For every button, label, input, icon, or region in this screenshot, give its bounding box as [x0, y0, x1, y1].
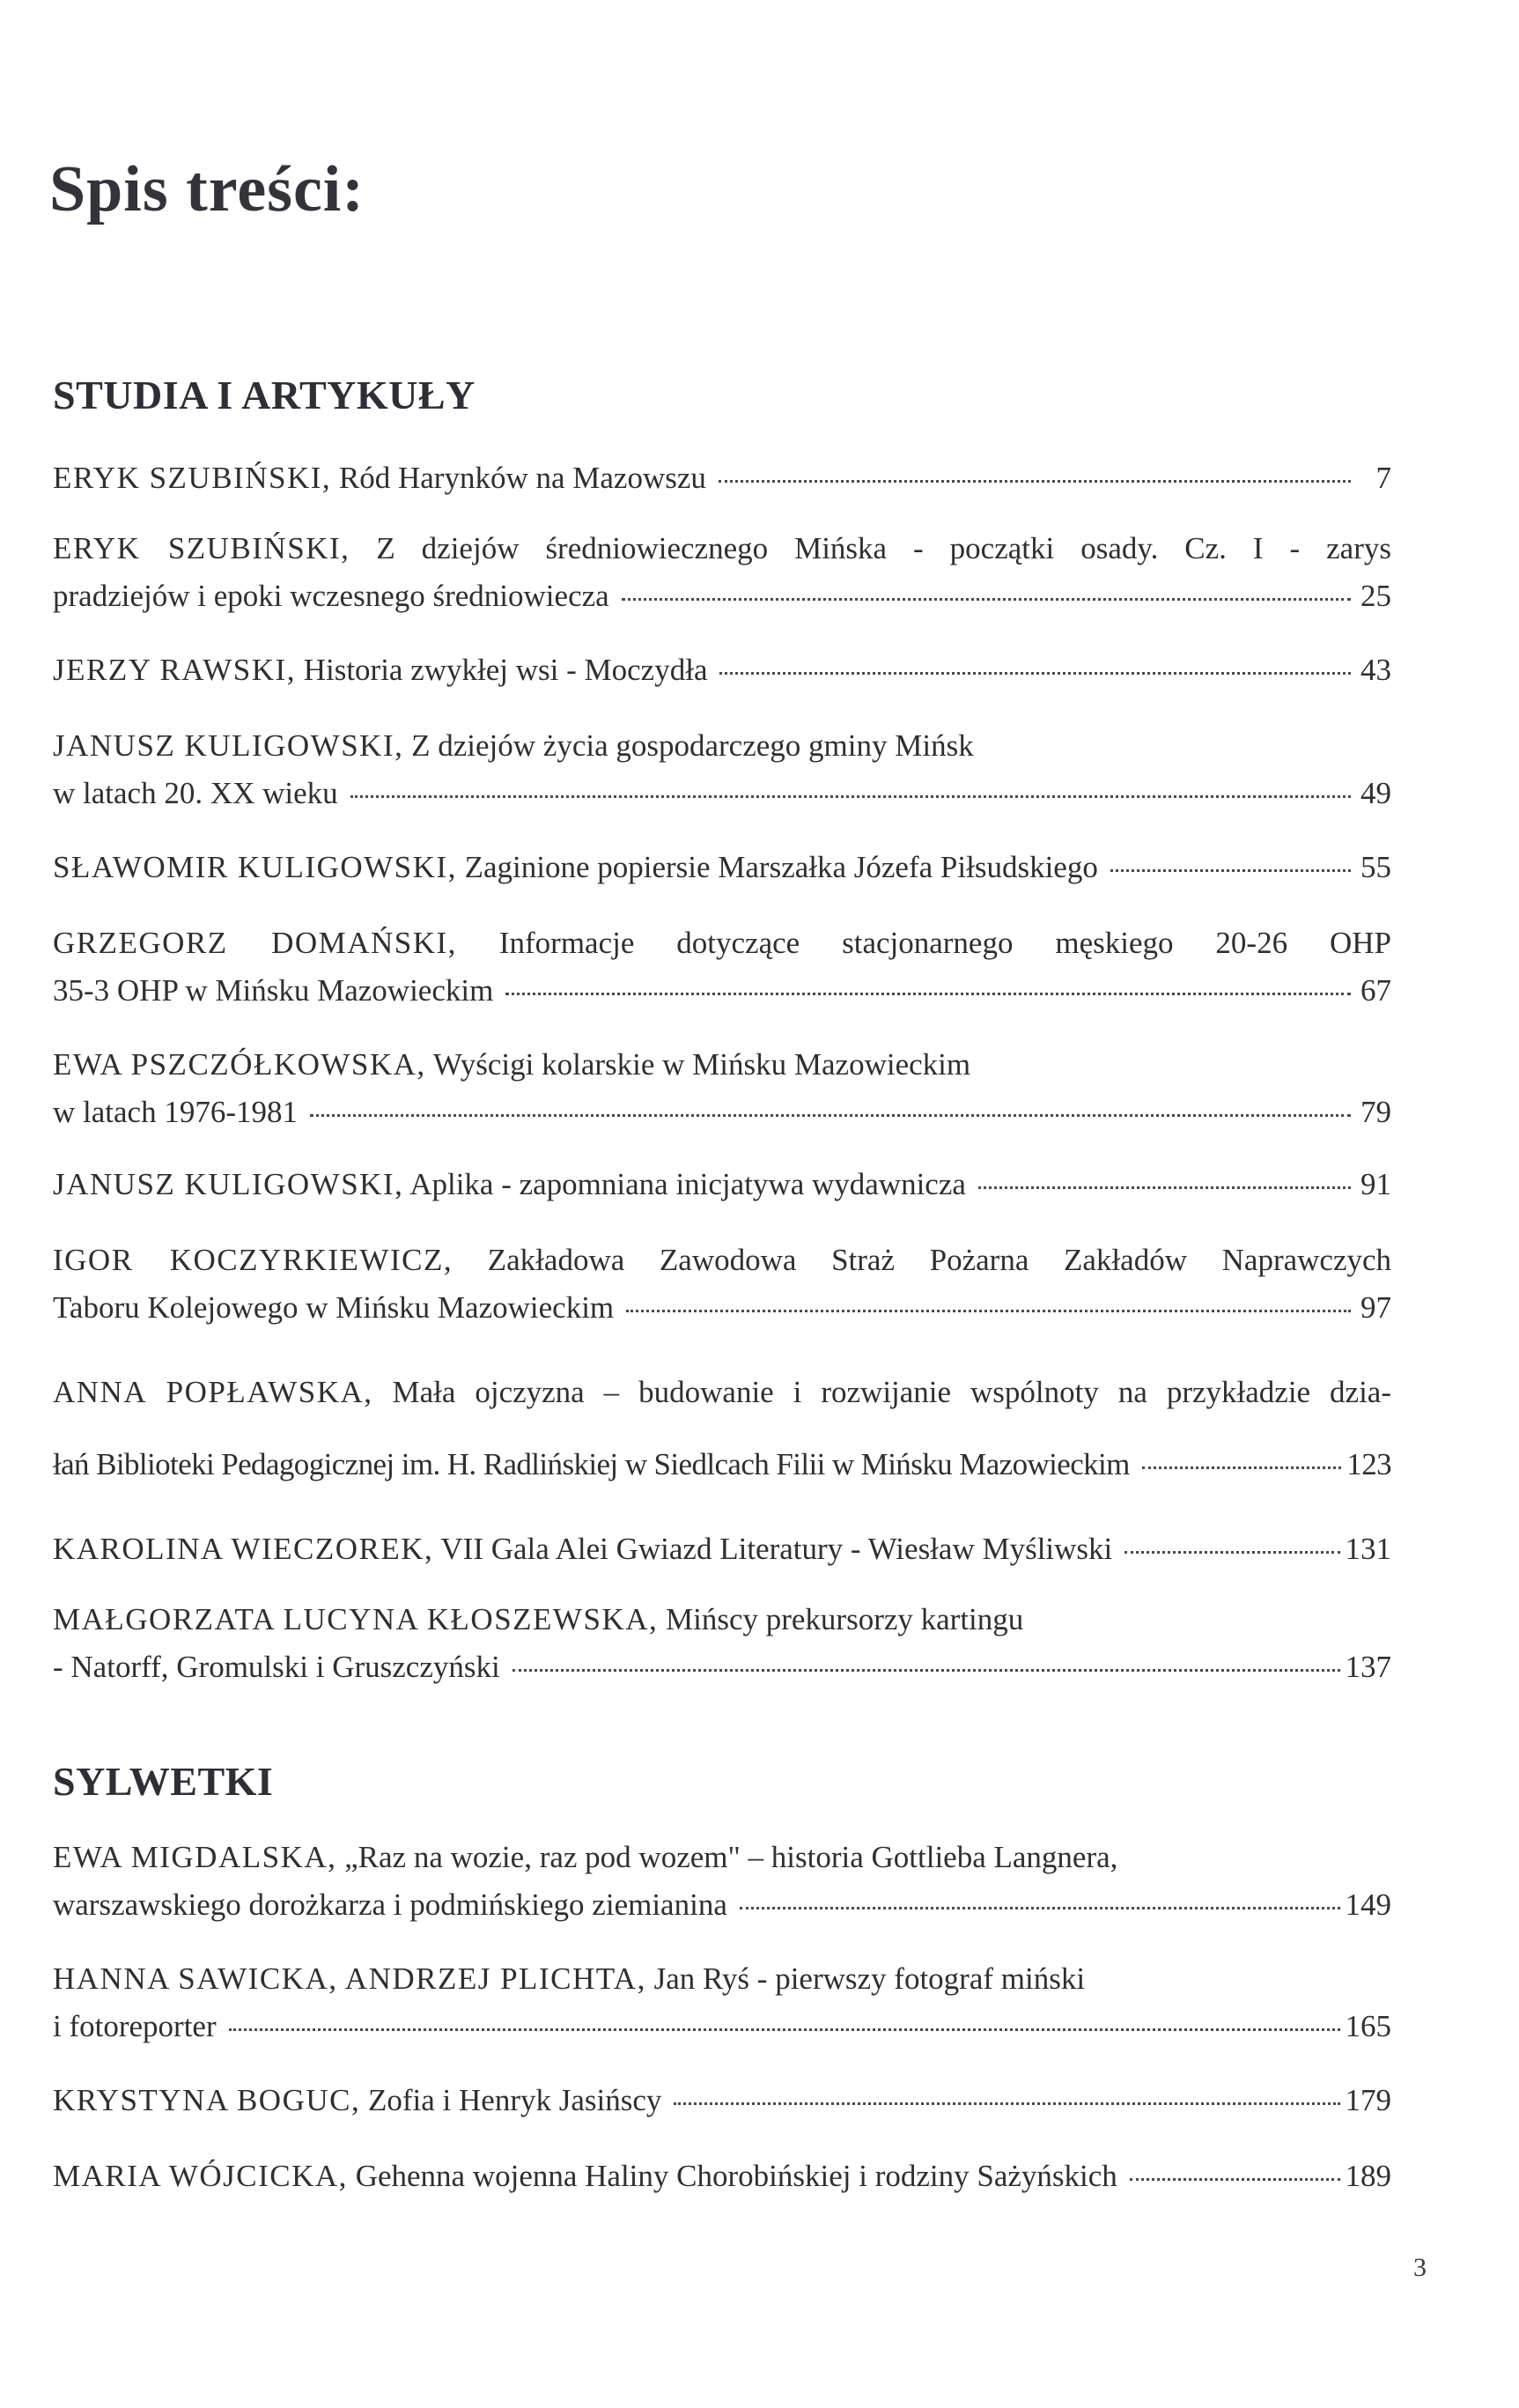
dot-leader	[512, 1669, 1340, 1672]
toc-entry[interactable]	[53, 844, 1391, 891]
entry-page-number: 7	[1375, 461, 1391, 495]
toc-entry[interactable]	[53, 1041, 1391, 1136]
toc-entry[interactable]	[53, 454, 1391, 502]
toc-entry[interactable]	[53, 722, 1391, 817]
entry-title-continued: pradziejów i epoki wczesnego średniowiecza	[53, 579, 609, 613]
entry-author: JANUSZ KULIGOWSKI,	[53, 728, 404, 763]
entry-page-number: 137	[1345, 1650, 1391, 1684]
entry-author: SŁAWOMIR KULIGOWSKI,	[53, 850, 457, 884]
dot-leader	[719, 672, 1351, 675]
entry-author: KAROLINA WIECZOREK,	[53, 1532, 434, 1566]
dot-leader	[350, 795, 1351, 798]
dot-leader	[1142, 1466, 1342, 1469]
entry-page-number: 165	[1345, 2009, 1391, 2043]
section-heading-sylwetki: SYLWETKI	[53, 1759, 274, 1804]
entry-page-number: 49	[1360, 776, 1391, 810]
page-number: 3	[1413, 2253, 1427, 2282]
dot-leader	[626, 1310, 1351, 1312]
toc-entry[interactable]	[53, 1955, 1391, 2050]
page-title: Spis treści:	[49, 153, 365, 225]
toc-entry[interactable]	[53, 1525, 1391, 1573]
entry-title: Mała ojczyzna – budowanie i rozwijanie wspólnoty na przykładzie dzia-	[392, 1375, 1391, 1409]
entry-title: Jan Ryś - pierwszy fotograf miński	[653, 1961, 1086, 1996]
entry-page-number: 79	[1360, 1095, 1391, 1129]
entry-title: Z dziejów średniowiecznego Mińska - początki osady. Cz. I - zarys	[376, 531, 1391, 565]
entry-title-continued: - Natorff, Gromulski i Gruszczyński	[53, 1650, 500, 1684]
entry-title-continued: i fotoreporter	[53, 2009, 217, 2043]
toc-entry[interactable]	[53, 1356, 1391, 1501]
entry-page-number: 67	[1360, 973, 1391, 1008]
entry-title-continued: łań Biblioteki Pedagogicznej im. H. Radlińskiej w Siedlcach Filii w Mińsku Mazowieckim	[53, 1447, 1130, 1481]
entry-author: GRZEGORZ DOMAŃSKI,	[53, 926, 457, 960]
entry-title: Zofia i Henryk Jasińscy	[367, 2083, 662, 2117]
dot-leader	[229, 2028, 1340, 2031]
entry-page-number: 43	[1360, 653, 1391, 687]
entry-author: MAŁGORZATA LUCYNA KŁOSZEWSKA,	[53, 1602, 659, 1636]
entry-title: Zaginione popiersie Marszałka Józefa Piłsudskiego	[464, 850, 1098, 884]
dot-leader	[622, 598, 1351, 601]
dot-leader	[505, 993, 1351, 995]
entry-author: JANUSZ KULIGOWSKI,	[53, 1167, 404, 1201]
toc-entry[interactable]	[53, 646, 1391, 694]
entry-title-continued: 35-3 OHP w Mińsku Mazowieckim	[53, 973, 494, 1008]
toc-entry[interactable]	[53, 525, 1391, 620]
entry-title: Gehenna wojenna Haliny Chorobińskiej i rodziny Sażyńskich	[355, 2159, 1117, 2193]
entry-author: IGOR KOCZYRKIEWICZ,	[53, 1243, 453, 1277]
entry-author: EWA PSZCZÓŁKOWSKA,	[53, 1047, 426, 1082]
dot-leader	[978, 1186, 1351, 1189]
entry-title-continued: w latach 20. XX wieku	[53, 776, 338, 810]
entry-title-continued: Taboru Kolejowego w Mińsku Mazowieckim	[53, 1290, 615, 1325]
entry-page-number: 189	[1345, 2159, 1391, 2193]
entry-page-number: 97	[1360, 1290, 1391, 1325]
dot-leader	[1125, 1551, 1339, 1554]
entry-title: Informacje dotyczące stacjonarnego męskiego 20-26 OHP	[498, 926, 1392, 960]
entry-author: KRYSTYNA BOGUC,	[53, 2083, 361, 2117]
toc-entry[interactable]	[53, 2077, 1391, 2124]
entry-title: Mińscy prekursorzy kartingu	[665, 1602, 1024, 1636]
dot-leader	[1110, 869, 1351, 872]
entry-title: Historia zwykłej wsi - Moczydła	[303, 653, 708, 687]
entry-title-continued: w latach 1976-1981	[53, 1095, 298, 1129]
dot-leader	[1130, 2178, 1340, 2181]
toc-entry[interactable]	[53, 1834, 1391, 1929]
entry-title: Zakładowa Zawodowa Straż Pożarna Zakładów Naprawczych	[487, 1243, 1392, 1277]
dot-leader	[674, 2102, 1339, 2105]
toc-entry[interactable]	[53, 920, 1391, 1015]
dot-leader	[310, 1114, 1351, 1117]
entry-author: HANNA SAWICKA, ANDRZEJ PLICHTA,	[53, 1961, 646, 1996]
entry-title-continued: warszawskiego dorożkarza i podmińskiego ziemianina	[53, 1887, 727, 1922]
dot-leader	[740, 1907, 1340, 1909]
entry-page-number: 55	[1360, 850, 1391, 884]
toc-entry[interactable]	[53, 2153, 1391, 2200]
entry-page-number: 179	[1345, 2083, 1391, 2117]
entry-page-number: 131	[1345, 1532, 1391, 1566]
entry-author: JERZY RAWSKI,	[53, 653, 296, 687]
toc-entry[interactable]	[53, 1161, 1391, 1208]
entry-author: ANNA POPŁAWSKA,	[53, 1375, 373, 1409]
toc-entry[interactable]	[53, 1596, 1391, 1691]
entry-page-number: 123	[1346, 1447, 1391, 1481]
entry-title: VII Gala Alei Gwiazd Literatury - Wiesław Myśliwski	[440, 1532, 1113, 1566]
entry-author: EWA MIGDALSKA,	[53, 1840, 337, 1874]
section-heading-studia: STUDIA I ARTYKUŁY	[53, 373, 476, 417]
entry-author: ERYK SZUBIŃSKI,	[53, 461, 332, 495]
entry-page-number: 91	[1360, 1167, 1391, 1201]
entry-author: ERYK SZUBIŃSKI,	[53, 531, 350, 565]
entry-title: „Raz na wozie, raz pod wozem" – historia Gottlieba Langnera,	[344, 1840, 1118, 1874]
entry-author: MARIA WÓJCICKA,	[53, 2159, 348, 2193]
entry-title: Z dziejów życia gospodarczego gminy Mińsk	[411, 728, 974, 763]
entry-title: Wyścigi kolarskie w Mińsku Mazowieckim	[432, 1047, 971, 1082]
entry-page-number: 149	[1345, 1887, 1391, 1922]
dot-leader	[719, 480, 1351, 483]
entry-title: Ród Harynków na Mazowszu	[338, 461, 706, 495]
entry-page-number: 25	[1360, 579, 1391, 613]
toc-entry[interactable]	[53, 1237, 1391, 1332]
entry-title: Aplika - zapomniana inicjatywa wydawnicza	[409, 1167, 966, 1201]
